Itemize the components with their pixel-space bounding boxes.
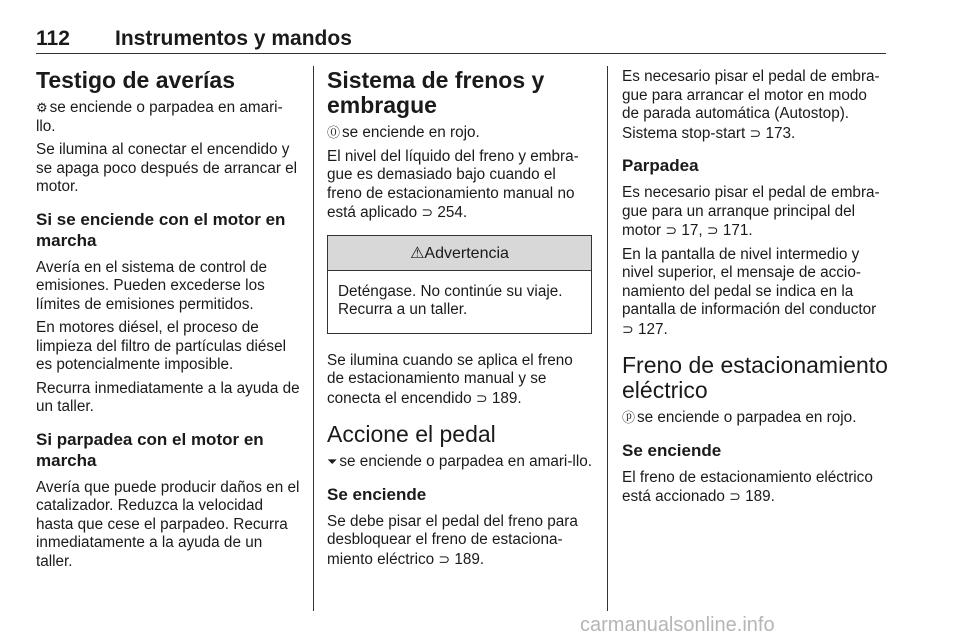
column-1 <box>36 68 301 576</box>
paragraph: En motores diésel, el proceso de limpieza del filtro de partículas diésel es potencialmente imposible. <box>36 319 286 373</box>
page-ref-arrow-icon: ⊃ <box>749 124 762 141</box>
page-ref-arrow-icon: ⊃ <box>475 389 488 406</box>
subsection-title: Si parpadea con el motor en marcha <box>36 429 264 470</box>
paragraph: Se ilumina cuando se aplica el freno de estacionamiento manual y se conecta el encendido ⊃ 189. <box>327 351 573 407</box>
subsection-title: Parpadea <box>622 156 699 175</box>
page-ref-arrow-icon: ⊃ <box>729 488 741 504</box>
engine-check-icon: ⚙ <box>36 100 48 115</box>
warning-text: Deténgase. No continúe su viaje. Recurra a un taller. <box>338 282 563 318</box>
paragraph: ⓟ se enciende o parpadea en rojo. <box>622 409 857 426</box>
page-ref-arrow-icon: ⊃ <box>665 222 678 238</box>
paragraph: El nivel del líquido del freno y embra-gue es demasiado bajo cuando el freno de estacionamiento manual no está aplicado ⊃ 254. <box>327 147 579 221</box>
page-ref-arrow-icon: ⊃ <box>622 320 634 337</box>
page-ref-arrow-icon: ⊃ <box>421 204 434 220</box>
column-divider <box>313 66 314 611</box>
warning-box <box>327 235 592 334</box>
page-ref[interactable]: 127. <box>637 320 668 338</box>
page-ref[interactable]: 189. <box>745 488 775 505</box>
paragraph: El freno de estacionamiento eléctrico está accionado ⊃ 189. <box>622 468 873 505</box>
section-title: Accione el pedal <box>327 421 496 447</box>
paragraph: ⚙ se enciende o parpadea en amari-llo. <box>36 99 283 135</box>
page-ref[interactable]: 254. <box>437 204 468 221</box>
paragraph: Se ilumina al conectar el encendido y se apaga poco después de arrancar el motor. <box>36 141 298 195</box>
page-ref[interactable]: 17, <box>681 222 703 239</box>
paragraph: Avería que puede producir daños en el catalizador. Reduzca la velocidad hasta que cese el parpadeo. Recurra inmediatamente a la ayuda de un taller. <box>36 478 300 570</box>
pedal-icon: ⏷ <box>327 454 338 469</box>
paragraph: Es necesario pisar el pedal de embra-gue para un arranque principal del motor ⊃ 17, ⊃ 171. <box>622 184 880 239</box>
watermark: carmanualsonline.info <box>580 614 775 636</box>
paragraph: Recurra inmediatamente a la ayuda de un taller. <box>36 379 300 415</box>
section-title: Testigo de averías <box>36 67 235 93</box>
page-ref[interactable]: 189. <box>454 550 485 568</box>
paragraph: En la pantalla de nivel intermedio y nivel superior, el mensaje de accio-namiento del pedal se indica en la pantalla de información del conductor ⊃ 127. <box>622 245 877 338</box>
subsection-title: Si se enciende con el motor en marcha <box>36 209 286 250</box>
page-ref[interactable]: 173. <box>765 124 796 142</box>
page-header <box>36 27 886 55</box>
paragraph: Avería en el sistema de control de emisiones. Pueden excederse los límites de emisiones permitidos. <box>36 258 267 313</box>
page-ref-arrow-icon: ⊃ <box>706 222 719 238</box>
subsection-title: Se enciende <box>622 440 722 460</box>
parking-brake-icon: ⓟ <box>622 410 636 425</box>
subsection-title: Se enciende <box>327 484 427 504</box>
column-2 <box>327 68 592 574</box>
paragraph: ⏷ se enciende o parpadea en amari-llo. <box>327 453 592 470</box>
page-number: 112 <box>36 27 70 50</box>
brake-warning-icon: ⓪ <box>327 125 341 140</box>
section-title: Sistema de frenos y embrague <box>327 67 545 118</box>
column-divider <box>607 66 608 611</box>
paragraph: Es necesario pisar el pedal de embra-gue para arrancar el motor en modo de parada automática (Autostop). Sistema stop-start ⊃ 173. <box>622 68 880 142</box>
paragraph: Se debe pisar el pedal del freno para desbloquear el freno de estaciona-miento eléctrico ⊃ 189. <box>327 512 578 568</box>
paragraph: ⓪ se enciende en rojo. <box>327 124 480 141</box>
page-ref-arrow-icon: ⊃ <box>438 550 451 567</box>
column-3 <box>622 68 888 512</box>
header-rule <box>36 53 886 54</box>
warning-triangle-icon: ⚠ <box>410 244 425 262</box>
warning-header: ⚠Advertencia <box>328 236 591 271</box>
page-ref[interactable]: 189. <box>491 389 522 407</box>
page-ref[interactable]: 171. <box>722 222 753 239</box>
section-title: Freno de estacionamiento eléctrico <box>622 352 888 403</box>
warning-body <box>328 271 591 333</box>
running-title: Instrumentos y mandos <box>115 27 352 50</box>
